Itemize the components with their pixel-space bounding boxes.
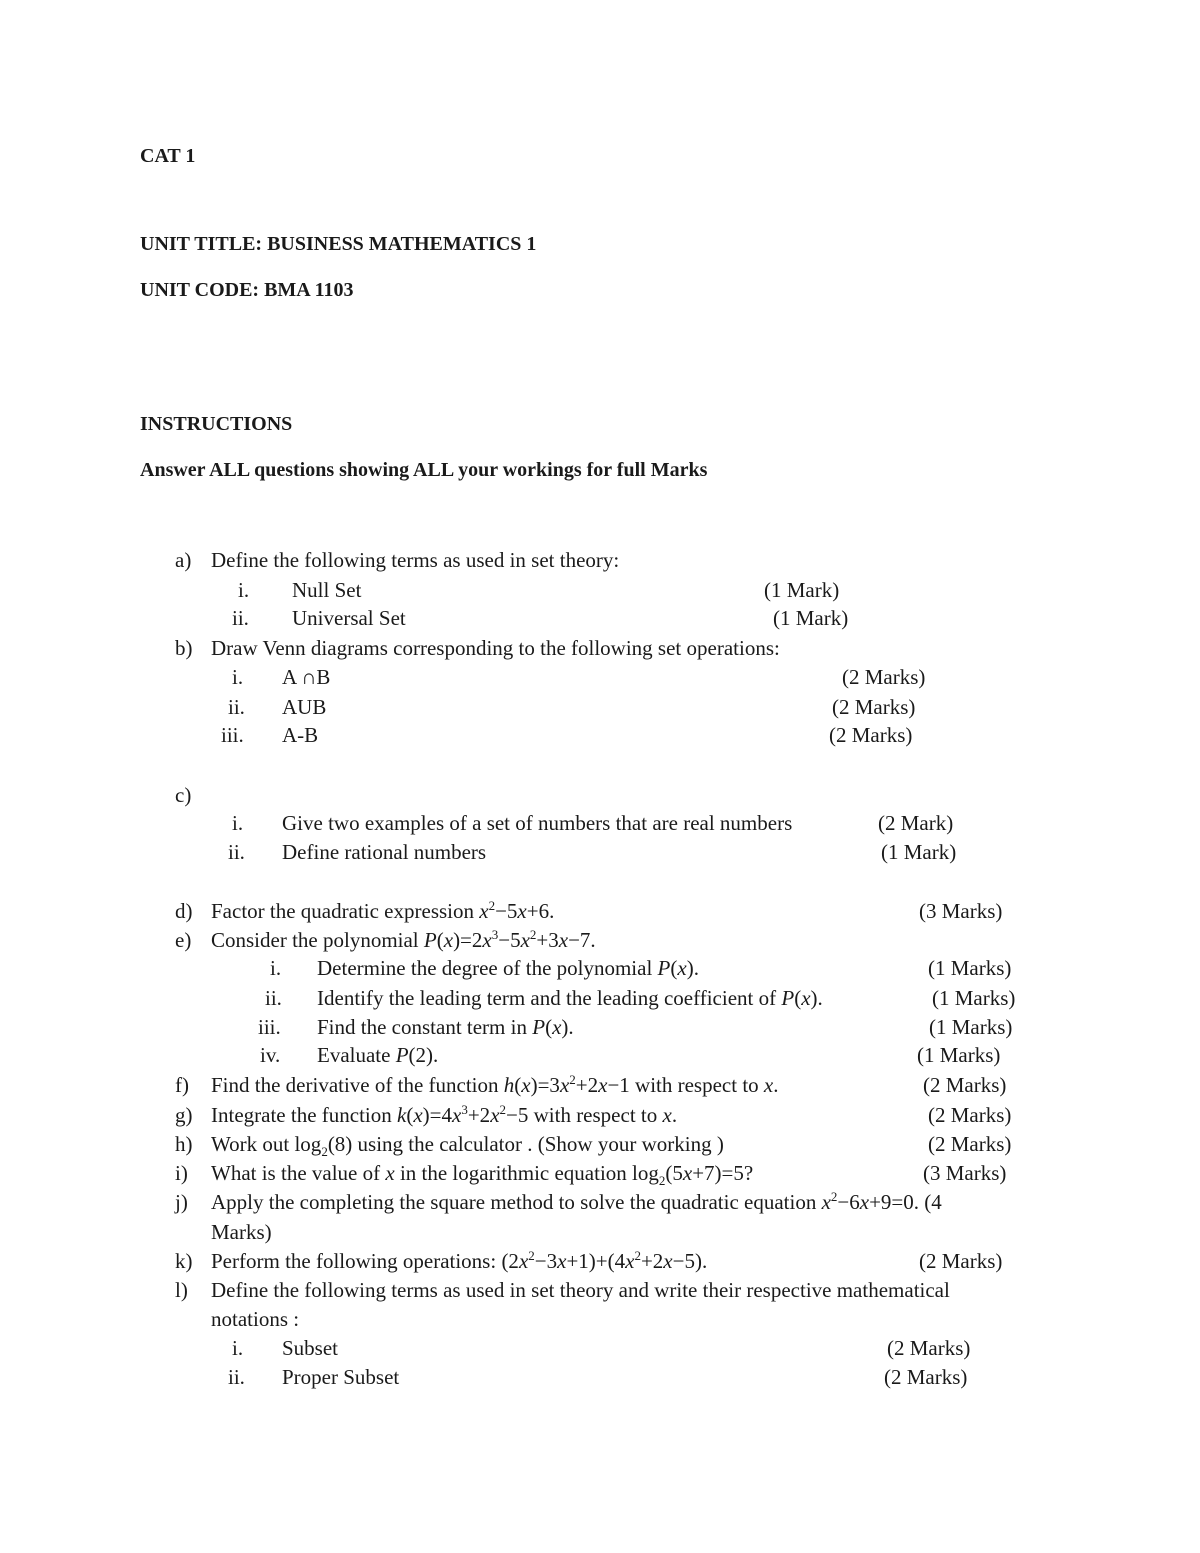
question-h-label: h) [175,1132,193,1156]
question-i-text: What is the value of x in the logarithmic equation $\log_2(5x+7)=5$? [211,1161,754,1189]
question-e-iii-text: Find the constant term in P(x). [317,1015,574,1039]
question-e-label: e) [175,928,192,952]
question-e-ii-marks: (1 Marks) [932,986,1016,1010]
question-e-iii-marks: (1 Marks) [929,1015,1013,1039]
question-c-i-marks: (2 Mark) [878,811,954,835]
question-d-text: Factor the quadratic expression $x^2-5x+6$. [211,898,555,923]
question-a-ii-text: Universal Set [292,606,406,630]
question-e-text: Consider the polynomial $P(x)=2x^3-5x^2+3x-7$. [211,927,596,952]
question-c-i-text: Give two examples of a set of numbers that are real numbers [282,811,793,835]
question-b-ii-label: ii. [228,695,245,719]
question-b-iii-marks: (2 Marks) [829,723,913,747]
question-k-marks: (2 Marks) [919,1249,1003,1273]
question-l-label: l) [175,1278,188,1302]
question-e-ii-text: Identify the leading term and the leading coefficient of P(x). [317,986,823,1010]
question-c-label: c) [175,783,192,807]
question-e-ii-label: ii. [265,986,282,1010]
question-b-iii-label: iii. [221,723,244,747]
question-e-i-marks: (1 Marks) [928,956,1012,980]
question-e-iv-text: Evaluate P(2). [317,1043,439,1067]
question-a-i-marks: (1 Mark) [764,578,840,602]
question-f-marks: (2 Marks) [923,1073,1007,1097]
question-a-i-text: Null Set [292,578,362,602]
question-j-label: j) [175,1190,188,1214]
question-a-i-label: i. [238,578,250,602]
question-h-marks: (2 Marks) [928,1132,1012,1156]
question-f-text: Find the derivative of the function $h(x)=3x^2+2x-1$ with respect to x. [211,1072,779,1097]
question-l-i-text: Subset [282,1336,339,1360]
question-l-i-label: i. [232,1336,244,1360]
question-b-i-marks: (2 Marks) [842,665,926,689]
question-l-text-line2: notations : [211,1307,300,1331]
question-g-label: g) [175,1103,193,1127]
question-b-text: Draw Venn diagrams corresponding to the following set operations: [211,636,780,660]
question-e-i-text: Determine the degree of the polynomial P(x). [317,956,699,980]
question-f-label: f) [175,1073,189,1097]
question-b-iii-text: A-B [282,723,319,747]
question-k-label: k) [175,1249,193,1273]
question-e-i-label: i. [270,956,282,980]
question-k-text: Perform the following operations: $(2x^2-3x+1)+(4x^2+2x-5)$. [211,1248,708,1273]
question-e-iv-marks: (1 Marks) [917,1043,1001,1067]
unit-title: UNIT TITLE: BUSINESS MATHEMATICS 1 [140,233,537,255]
question-h-text: Work out $\log_2(8)$ using the calculator . (Show your working ) [211,1132,724,1160]
instructions-heading: INSTRUCTIONS [140,413,293,435]
question-b-i-text: A ∩B [282,665,331,689]
question-a-ii-label: ii. [232,606,249,630]
question-a-label: a) [175,548,192,572]
question-l-ii-label: ii. [228,1365,245,1389]
question-l-ii-marks: (2 Marks) [884,1365,968,1389]
instructions-text: Answer ALL questions showing ALL your workings for full Marks [140,459,708,481]
cat-title: CAT 1 [140,145,196,167]
question-a-text: Define the following terms as used in set theory: [211,548,620,572]
question-l-text: Define the following terms as used in set theory and write their respective mathematical [211,1278,950,1302]
question-b-ii-text: AUB [282,695,327,719]
question-b-i-label: i. [232,665,244,689]
question-i-label: i) [175,1161,188,1185]
question-l-ii-text: Proper Subset [282,1365,400,1389]
question-b-label: b) [175,636,193,660]
question-c-ii-text: Define rational numbers [282,840,487,864]
question-e-iv-label: iv. [260,1043,281,1067]
question-j-text: Apply the completing the square method to solve the quadratic equation $x^2-6x+9=0$. (4 [211,1189,942,1214]
question-b-ii-marks: (2 Marks) [832,695,916,719]
question-e-iii-label: iii. [258,1015,281,1039]
question-j-text-line2: Marks) [211,1220,272,1244]
question-a-ii-marks: (1 Mark) [773,606,849,630]
question-d-label: d) [175,899,193,923]
question-l-i-marks: (2 Marks) [887,1336,971,1360]
question-c-ii-label: ii. [228,840,245,864]
unit-code: UNIT CODE: BMA 1103 [140,279,354,301]
question-i-marks: (3 Marks) [923,1161,1007,1185]
question-g-text: Integrate the function $k(x)=4x^3+2x^2-5$ with respect to x. [211,1102,678,1127]
question-g-marks: (2 Marks) [928,1103,1012,1127]
question-c-i-label: i. [232,811,244,835]
question-c-ii-marks: (1 Mark) [881,840,957,864]
question-d-marks: (3 Marks) [919,899,1003,923]
